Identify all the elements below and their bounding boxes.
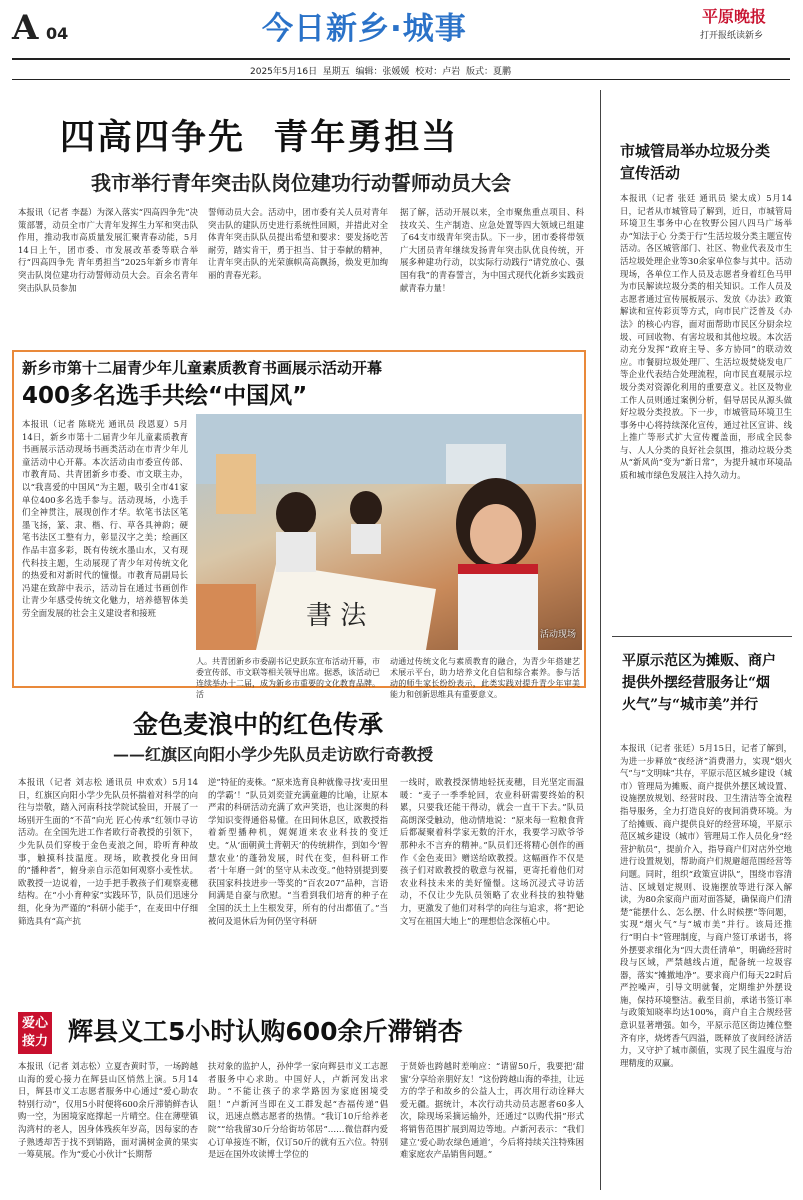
- body-col-2: 人。共青团新乡市委副书记史跃东宣布活动开幕，市委宣传部、市文联等相关领导出席。据悉，该活动已连续举办十二届，成为新乡市重要的文化教育品牌。活: [196, 657, 380, 699]
- body-col-3: 据了解，活动开展以来，全市聚焦重点项目、科技攻关、生产制造、应急处置等四大领域已组建了64支市级青年突击队。下一步，团市委将带领广大团员青年继续发扬青年突击队优良传统，开展多种建功行动，以实际行动践行“请党放心、强国有我”的青春誓言，为中国式现代化新乡实践贡献青春力量！: [400, 207, 584, 293]
- topic-tag: 爱心接力: [18, 1012, 52, 1054]
- headline: 辉县义工5小时认购600余斤滞销杏: [68, 1017, 463, 1046]
- body-col-3: 于贤娇也跨越时差响应：“请留50斤，我要把‘甜蜜’分享给亲朋好友！”这份跨越山海的牵挂，让远方的学子和故乡的公益人士，再次用行动诠释大爱无疆。据统计，本次行动共动员志愿者60多人次，除现场采摘运输外，还通过“以购代捐”形式将销售范围扩展到周边等地。卢新河表示：“我们建立‘爱心助农绿色通道’，今后将持续关注特殊困难家庭农产品销售问题。”: [400, 1061, 584, 1160]
- article-apricot: [18, 1010, 588, 1198]
- event-photo: [196, 414, 582, 650]
- svg-text:書 法: 書 法: [306, 601, 367, 631]
- kicker: 新乡市第十二届青少年儿童素质教育书画展示活动开幕: [22, 359, 383, 377]
- subheadline: 我市举行青年突击队岗位建功行动誓师动员大会: [91, 171, 511, 195]
- body-col-1: 本报讯（记者 刘志松 通讯员 申欢欢）5月14日，红旗区向阳小学少先队员怀揣着对科学的向往与崇敬，踏入河南科技学院试验田，开展了一场别开生面的“不苗”向光 匠心传承”红领巾寻访活动。在全国先进工作者欧行奇教授的引领下，少先队员们穿梭于金色麦浪之间，聆听育种故事，触摸科技温度。现场，欧教授化身田间的“播种者”，俯身亲自示范如何观察小麦性状。欧教授一边说着，一边手把手教孩子们观察麦穗结构。在“小小育种家”实践环节，队员们迅速分组，化身为严谨的“科研小能手”，在麦田中仔细筛选具有“高产抗: [18, 777, 198, 926]
- body: 本报讯（记者 张廷 通讯员 梁太成）5月14日，记者从市城管局了解到，近日，市城管局环境卫生事务中心在牧野公园八四马广场举办“知法于心 分类于行”生活垃圾分类主题宣传活动。各区城管部门、社区、物业代表及市生活垃圾处理企业等30余家单位参与其中。活动现场，各单位工作人员及志愿者身着红色马甲为市民解读垃圾分类的相关知识。工作人员及志愿者通过宣传展板展示、发放《办法》政策解读和宣传彩页等方式，向市民广泛普及《办法》的核心内容，面对面帮助市民区分厨余垃圾、可回收物、有害垃圾和其他垃圾。本次活动充分发挥“政府主导、多方协同”的联动效应。市餐厨垃圾处理厂、生活垃圾焚烧发电厂等企业代表结合处理流程，向市民直观展示垃圾分类对资源化利用的重要意义。社区及物业工作人员则通过案例分析，倡导居民从源头做好垃圾分类投放。下一步，市城管局环境卫生事务中心将持续深化宣传，通过社区宣讲、线上推广等形式扩大宣传覆盖面，形成全民参与、人人分类的良好社会氛围，推动垃圾分类从“新风尚”变为“新日常”，为提升城市环境品质和城市绿色发展注入持久动力。: [620, 193, 792, 481]
- logo-slogan: 打开报纸读新乡: [700, 31, 764, 41]
- photo-illustration: [196, 414, 582, 650]
- sidebar-article-night-economy: [612, 650, 794, 1195]
- newspaper-logo: 平原晚报: [702, 7, 767, 26]
- sidebar-article-garbage-sorting: [612, 140, 794, 620]
- headline: 四高四争先 青年勇担当: [60, 118, 459, 158]
- body-col-1: 本报讯（记者 李磊）为深入落实“四高四争先”决策部署，动员全市广大青年发挥生力军和突击队作用，推动我市高质量发展汇聚青春动能，5月14日上午，团市委、市发展改革委等联合举行“四高四争先 青年勇担当”2025年新乡市青年突击队岗位建功行动誓师动员大会。百余名青年突击队队员参加: [18, 207, 198, 293]
- headline: 平原示范区为摊贩、商户提供外摆经营服务让“烟火气”与“城市美”并行: [622, 653, 776, 713]
- article-wheat-field: [18, 708, 588, 1008]
- body-col-2: 逆”特征的麦株。“原来选育良种就像寻找‘麦田里的学霸’！”队员刘奕萱充满童趣的比喻，让原本严肃的科研活动充满了欢声笑语，也让深奥的科学知识变得通俗易懂。在田间休息区，欧教授指着新型播种机，娓娓道来农业科技的变迁史。“从‘面朝黄土背朝天’的传统耕作，到如今‘智慧农业’的蓬勃发展，时代在变，但科研工作者‘十年磨一剑’的坚守从未改变。”他特别提到要获国家科技进步一等奖的“百农207”品种，言语间满是自豪与欣慰。“当看到我们培育的种子在全国的沃土上生根发芽，所有的付出都值了。”当被问及退休后为何仍坚守科研: [208, 777, 388, 926]
- page-header: [0, 0, 803, 77]
- body: 本报讯（记者 张廷）5月15日，记者了解到，为进一步释放“夜经济”消费潜力，实现“烟火气”与“文明味”共存，平原示范区城乡建设（城市）管理局为摊贩、商户提供外摆区域设置、设施摆放规划、经营时段、卫生清洁等全流程指导服务，全力打造良好的夜间消费环境。为了给摊贩、商户提供良好的经营环境，平原示范区城乡建设（城市）管理局工作人员化身“经营护航员”，提前介入，指导商户们对店外空地进行设置规划，帮助商户们规避超范围经营等问题。同时，组织“政策宣讲队”，围绕市容清洁、区域划定规则、设施摆放等进行深入解读，为80余家商户面对面答疑，确保商户们清楚“能摆什么、怎么摆、什么时候摆”等问题，实现“烟火气”与“城市美”并行。该局还推行“明白卡”管理制度，与商户签订承诺书，将外摆要求细化为“四大责任清单”，明确经营时段与区域，严禁越线占道，配备统一垃圾容器，落实“摊撤地净”。要求商户们每天22时后严控噪声，引导文明就餐，定期维护外摆设施，保持环境整洁。截至目前，承诺书签订率与政策知晓率均达100%，商户自主合规经营意识显著增强。如今，平原示范区街边摊位整齐有序，烧烤香气四溢，既释放了夜间经济活力，又守护了城市颜值，实现了民生温度与治理精度的双赢。: [620, 743, 792, 1068]
- article-youth-commando: [18, 84, 588, 329]
- photo-caption: 活动现场: [539, 630, 576, 640]
- headline: 400多名选手共绘“中国风”: [22, 383, 308, 409]
- headline: 金色麦浪中的红色传承: [133, 710, 384, 739]
- section-title: 今日新乡·城事: [262, 11, 467, 47]
- body-col-1: 本报讯（记者 刘志松）立夏杏黄时节，一场跨越山海的爱心接力在辉县山区悄然上演。5月14日，辉县市义工志愿者服务中心通过“爱心助农特别行动”，仅用5小时便将600余斤滞销鲜杏认购一空，为困境家庭撑起一片晴空。住在薄壁镇沟湾村的老人，因身体残疾年岁高，因每家的杏子熟透却苦于找不到销路，面对满树金黄的果实一筹莫展。作为“爱心小伙计”长期帮: [18, 1061, 198, 1160]
- body-col-3: 动通过传统文化与素质教育的融合，为青少年搭建艺术展示平台，助力培养文化自信和综合素养。参与活动的师生家长纷纷表示，此类实践对提升青少年审美能力和创新思维具有重要意义。: [390, 657, 580, 699]
- page-letter: A: [12, 8, 39, 48]
- page-number: 04: [46, 24, 69, 43]
- dateline: 2025年5月16日 星期五 编辑：张媛媛 校对：卢岩 版式：夏鹏: [250, 67, 511, 77]
- headline: 市城管局举办垃圾分类宣传活动: [620, 142, 771, 182]
- body-col-2: 誓师动员大会。活动中，团市委有关人员对青年突击队的建队历史进行系统性回顾，并措此对全体青年突击队队员提出希望和要求：要发扬吃苦耐劳，踏实肯干，勇于担当、甘于奉献的精神，让青年突击队的光荣旗帜高高飘扬，焕发更加绚丽的青春光彩。: [208, 207, 388, 280]
- article-painting-event: [12, 350, 586, 699]
- subheadline: ——红旗区向阳小学少先队员走访欧行奇教授: [113, 745, 434, 764]
- body-col-2: 扶对象的监护人，孙仲学一家向辉县市义工志愿者服务中心求助。中国好人，卢新河发出求助。“不能让孩子的求学路因为家庭困境受阻！”卢新河当即在义工群发起“杏福传递”倡议，迅速点燃志愿者的热情。“我订10斤给养老院”“给我留30斤分给街坊邻居”……微信群内爱心订单接连不断，仅订50斤的就有五六位。特别是远在国外攻读博士学位的: [208, 1061, 388, 1160]
- body-col-1: 本报讯（记者 陈晓光 通讯员 段恩夏）5月14日，新乡市第十二届青少年儿童素质教育书画展示活动现场书画类活动在市青少年儿童活动中心开幕。本次活动由市委宣传部、市教育局、共青团新乡市委、市文联主办，以“我喜爱的中国风”为主题，吸引全市41家单位400多名选手参与。活动现场，小选手们全神贯注，展现创作才华。软笔书法区笔墨飞扬，篆、隶、楷、行、草各具神韵；硬笔书法区工整有力，彰显汉字之美；绘画区作品丰富多彩，既有传统水墨山水，又有现代科技主题，生动展现了青少年对传统文化的热爱和对新时代的憧憬。市教育局副局长冯建在致辞中表示，活动旨在通过书画创作让青少年感受传统文化魅力，培养德智体美劳全面发展的社会主义建设者和接班: [22, 419, 188, 618]
- body-col-3: 一线时，欧教授深情地轻抚麦穗，目光坚定而温暖：“麦子一季季轮回，农业科研需要终始的积累，只要我还能干得动，就会一直干下去。”队员高朗深受触动，他动情地说：“原来每一粒粮食背后都凝聚着科学家无数的汗水，我要学习欧爷爷那种永不言弃的精神。”队员们还将精心创作的画作《金色麦田》赠送给欧教授。这幅画作不仅是孩子们对欧教授的敬意与祝福，更寄托着他们对农业科技未来的美好憧憬。这场沉浸式寻访活动，不仅让少先队员领略了农业科技的独特魅力，更激发了他们对科学的向往与追求，将“把论文写在祖国大地上”的理想信念深植心中。: [400, 777, 584, 926]
